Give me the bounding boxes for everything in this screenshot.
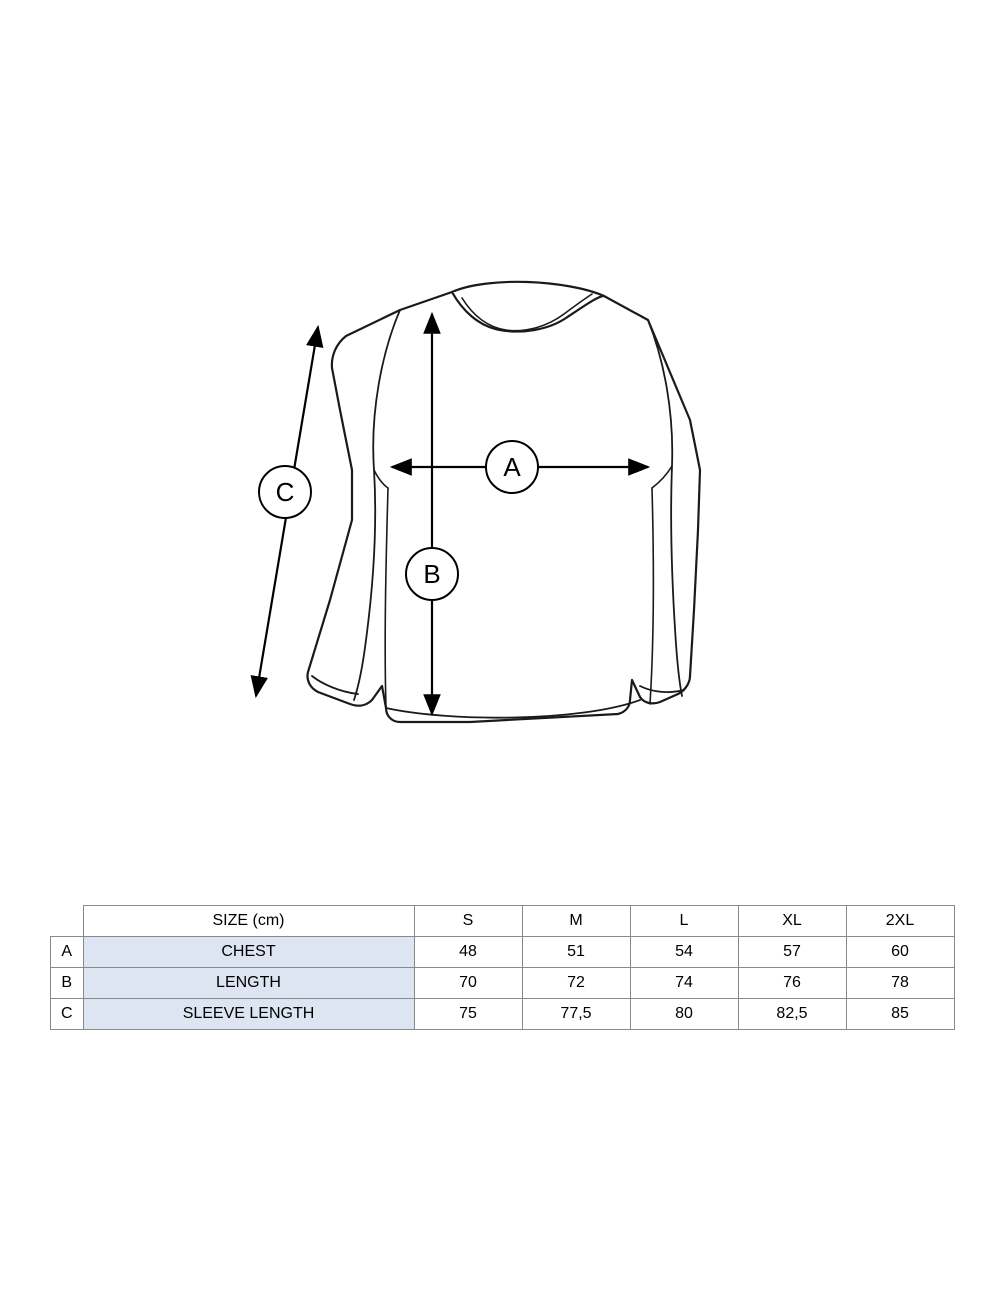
header-size-2xl: 2XL <box>846 906 954 937</box>
header-size-label: SIZE (cm) <box>83 906 414 937</box>
row-label-sleeve-length: SLEEVE LENGTH <box>83 999 414 1030</box>
table-row <box>51 968 955 999</box>
row-label-length: LENGTH <box>83 968 414 999</box>
table-header-row <box>51 906 955 937</box>
row-label-chest: CHEST <box>83 937 414 968</box>
sleeve-s: 75 <box>414 999 522 1030</box>
length-l: 74 <box>630 968 738 999</box>
sleeve-measure-arrow <box>256 327 318 696</box>
header-size-m: M <box>522 906 630 937</box>
sleeve-2xl: 85 <box>846 999 954 1030</box>
chest-xl: 57 <box>738 937 846 968</box>
length-s: 70 <box>414 968 522 999</box>
chest-2xl: 60 <box>846 937 954 968</box>
length-xl: 76 <box>738 968 846 999</box>
marker-label-c: C <box>275 477 295 507</box>
size-table <box>50 905 955 1030</box>
row-key-a: A <box>51 937 84 968</box>
sleeve-l: 80 <box>630 999 738 1030</box>
length-2xl: 78 <box>846 968 954 999</box>
row-key-c: C <box>51 999 84 1030</box>
chest-l: 54 <box>630 937 738 968</box>
table-row <box>51 999 955 1030</box>
shirt-outline <box>307 282 700 722</box>
header-size-l: L <box>630 906 738 937</box>
header-size-s: S <box>414 906 522 937</box>
chest-s: 48 <box>414 937 522 968</box>
header-key-cell <box>51 906 84 937</box>
size-chart <box>50 905 950 1030</box>
row-key-b: B <box>51 968 84 999</box>
header-size-xl: XL <box>738 906 846 937</box>
chest-m: 51 <box>522 937 630 968</box>
length-m: 72 <box>522 968 630 999</box>
marker-label-b: B <box>423 559 441 589</box>
sleeve-m: 77,5 <box>522 999 630 1030</box>
table-row <box>51 937 955 968</box>
sleeve-xl: 82,5 <box>738 999 846 1030</box>
marker-label-a: A <box>503 452 521 482</box>
